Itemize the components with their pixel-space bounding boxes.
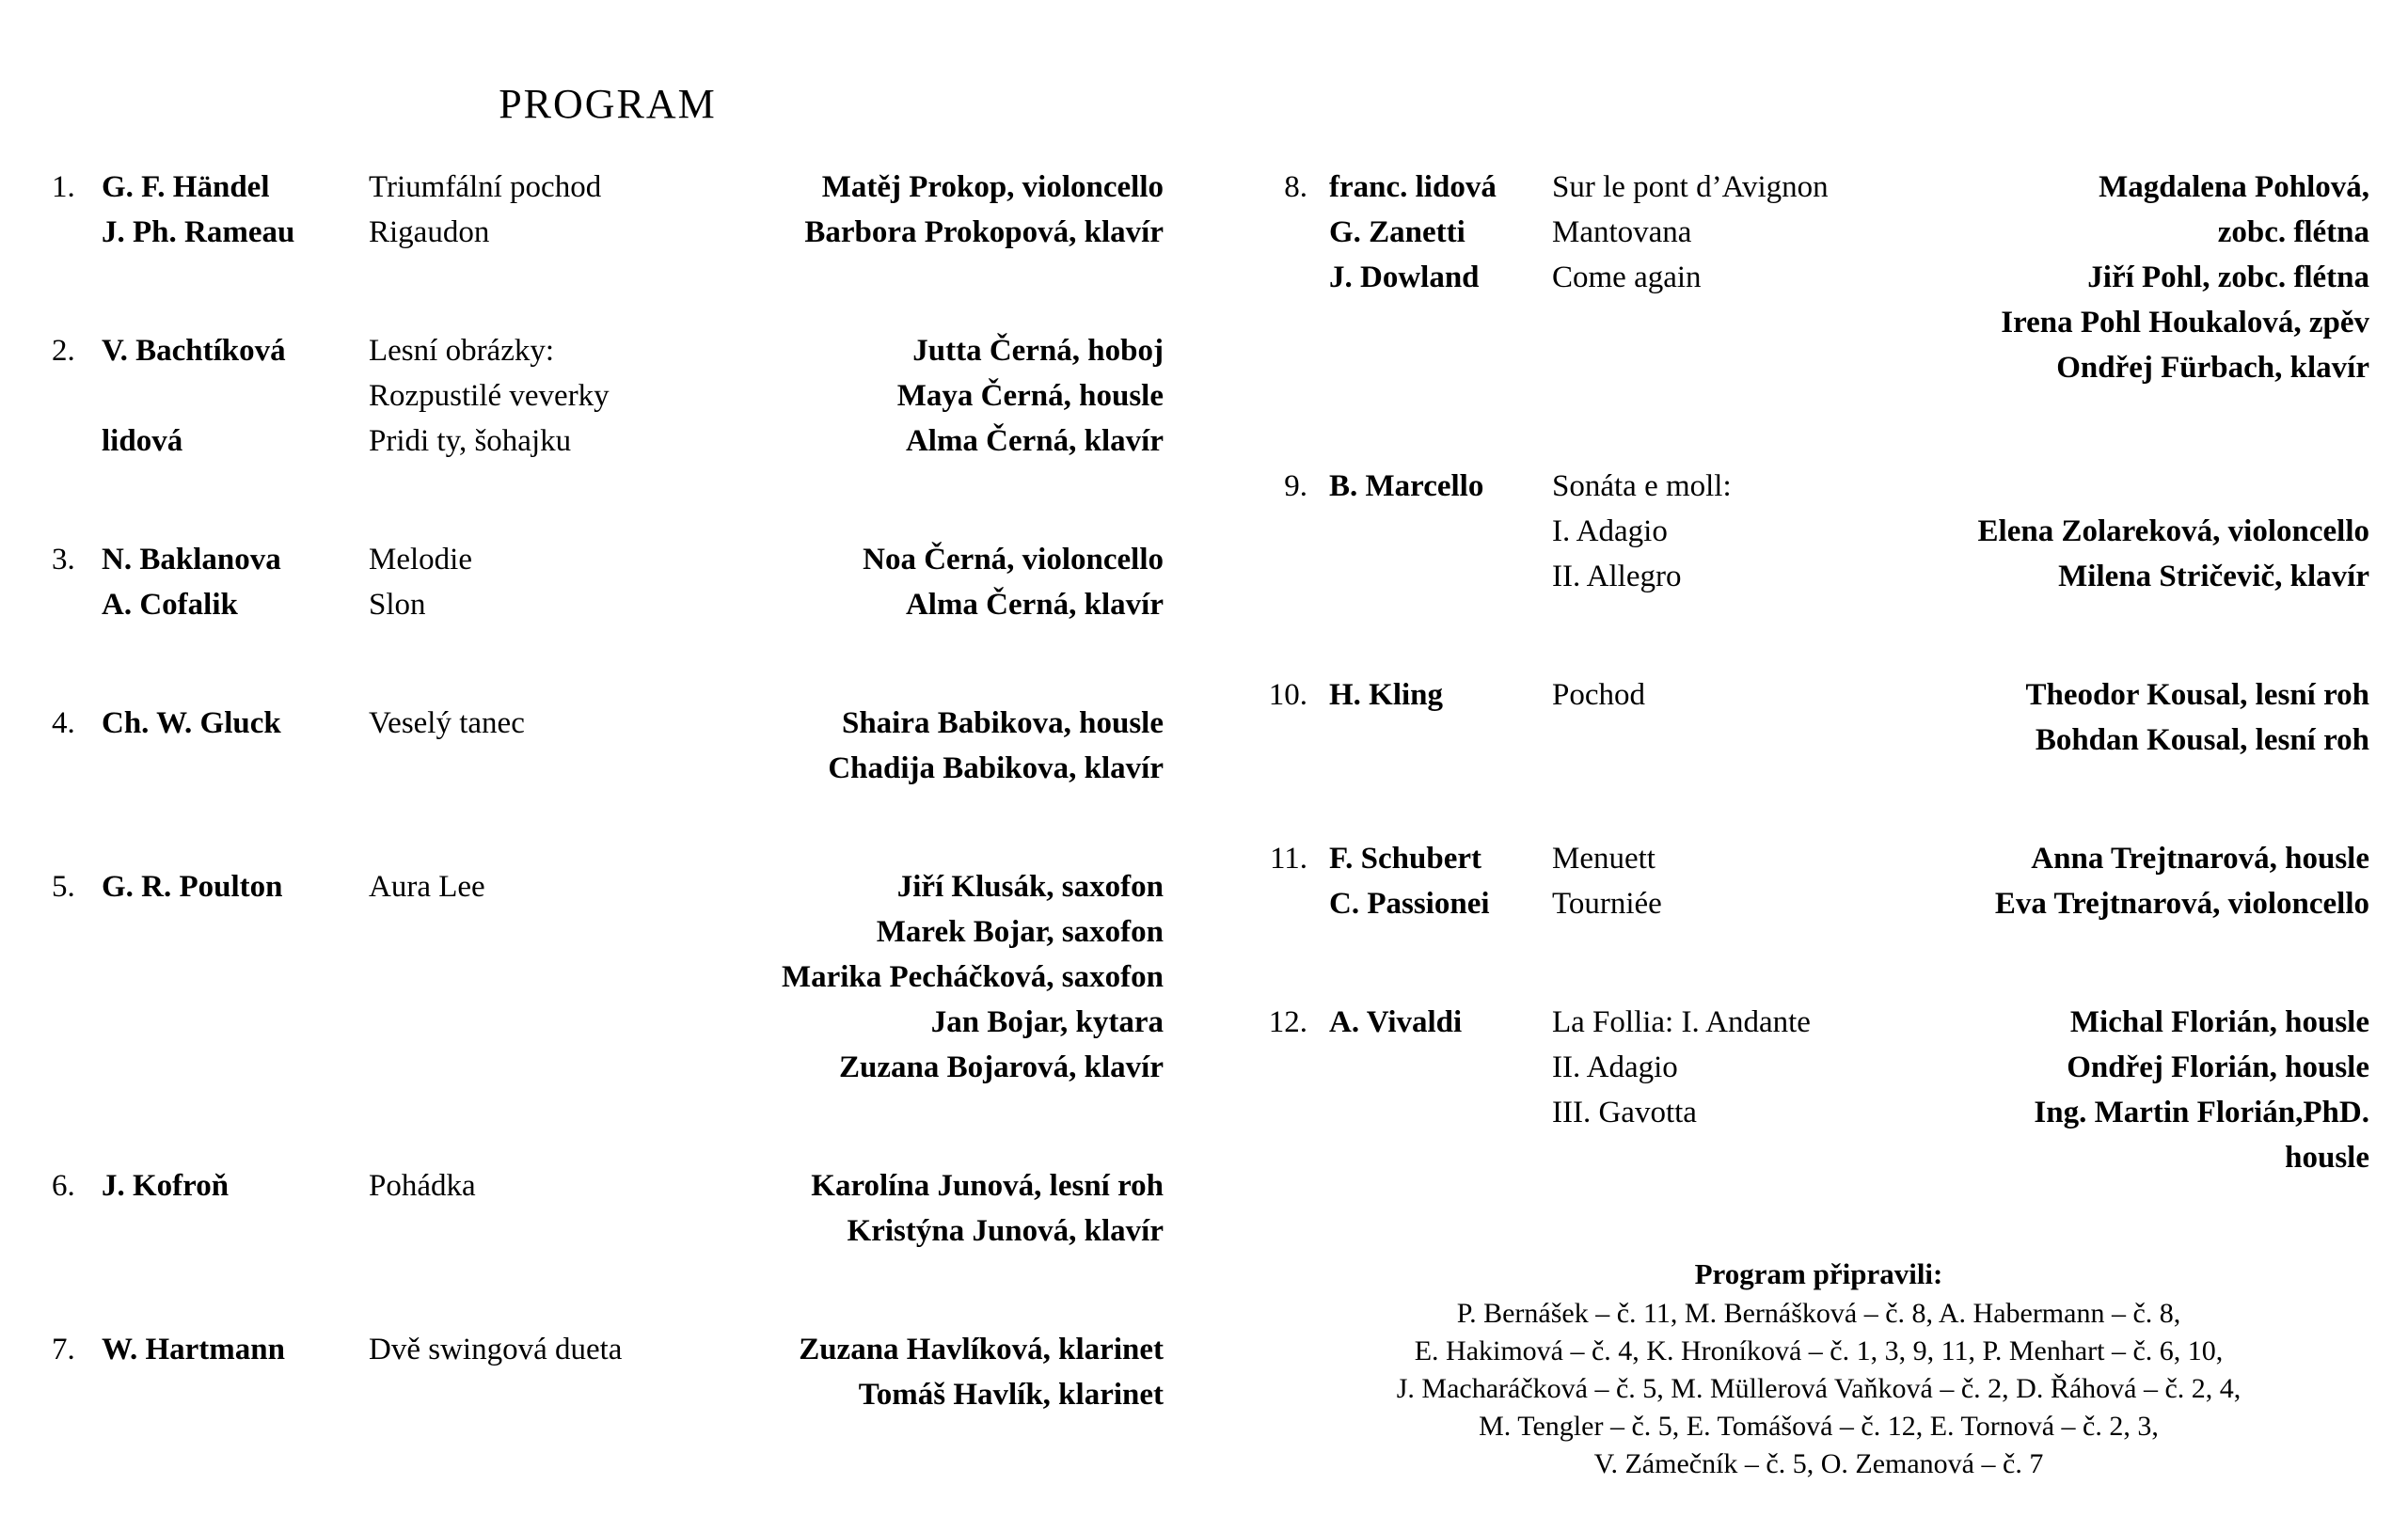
item-performer: Alma Černá, klavír — [905, 424, 1164, 458]
item-row — [1268, 718, 2369, 763]
item-number — [1268, 300, 1329, 345]
item-row — [1268, 464, 2369, 509]
item-piece: Tourniée — [1552, 887, 1662, 921]
item-piece: Mantovana — [1552, 215, 1692, 249]
item-piece — [369, 746, 698, 791]
item-composer: H. Kling — [1329, 678, 1444, 712]
item-piece: Aura Lee — [369, 870, 485, 904]
item-performer: Bohdan Kousal, lesní roh — [2035, 723, 2369, 757]
item-composer: J. Dowland — [1329, 261, 1480, 294]
item-piece — [1552, 1135, 1872, 1180]
item-composer: W. Hartmann — [102, 1333, 285, 1366]
item-row — [52, 165, 1164, 210]
item-number — [52, 582, 102, 627]
item-row — [52, 1208, 1164, 1254]
item-row — [1268, 836, 2369, 881]
credits-line: E. Hakimová – č. 4, K. Hroníková – č. 1, 3, 9, 11, P. Menhart – č. 6, 10, — [1414, 1335, 2224, 1366]
item-performer: Michal Florián, housle — [2069, 1005, 2369, 1039]
item-number — [52, 1045, 102, 1090]
program-item — [52, 537, 1164, 627]
item-piece: Rigaudon — [369, 215, 490, 249]
item-performer: Milena Stričevič, klavír — [2058, 560, 2369, 593]
item-piece: Come again — [1552, 261, 1702, 294]
item-row — [52, 909, 1164, 955]
item-number: 10. — [1268, 678, 1307, 712]
credits-heading: Program připravili: — [1694, 1257, 1943, 1290]
item-row — [52, 1045, 1164, 1090]
program-item — [1268, 836, 2369, 926]
item-row — [52, 864, 1164, 909]
item-row — [1268, 165, 2369, 210]
item-number — [52, 1000, 102, 1045]
item-performer: Karolína Junová, lesní roh — [811, 1169, 1164, 1203]
item-number — [1268, 881, 1329, 926]
item-row — [52, 210, 1164, 255]
item-number — [1268, 718, 1329, 763]
item-row — [1268, 1045, 2369, 1090]
item-number — [52, 746, 102, 791]
item-number: 6. — [52, 1169, 75, 1203]
item-row — [1268, 300, 2369, 345]
item-piece: Rozpustilé veverky — [369, 379, 610, 413]
item-number — [1268, 1045, 1329, 1090]
item-number — [52, 418, 102, 464]
item-piece: Pridi ty, šohajku — [369, 424, 572, 458]
item-row — [52, 537, 1164, 582]
item-composer — [1329, 300, 1552, 345]
item-performer: Ondřej Florián, housle — [2067, 1050, 2369, 1084]
item-performer: Chadija Babikova, klavír — [828, 751, 1164, 785]
item-performer: Alma Černá, klavír — [905, 588, 1164, 622]
credits-line: V. Zámečník – č. 5, O. Zemanová – č. 7 — [1593, 1448, 2044, 1479]
item-composer — [102, 1045, 369, 1090]
program-item — [1268, 165, 2369, 390]
item-number: 1. — [52, 170, 75, 204]
item-performer: Marika Pecháčková, saxofon — [781, 960, 1164, 994]
item-row — [52, 1000, 1164, 1045]
item-number: 9. — [1284, 469, 1307, 503]
item-row — [52, 373, 1164, 418]
item-performer: Elena Zolareková, violoncello — [1977, 514, 2369, 548]
item-row — [1268, 255, 2369, 300]
item-composer — [1329, 509, 1552, 554]
item-piece: Triumfální pochod — [369, 170, 602, 204]
item-composer: C. Passionei — [1329, 887, 1490, 921]
item-performer: Kristýna Junová, klavír — [847, 1214, 1164, 1248]
item-number — [52, 373, 102, 418]
item-number: 3. — [52, 543, 75, 576]
item-number — [1268, 345, 1329, 390]
program-column-right — [1268, 165, 2369, 1483]
item-row — [1268, 881, 2369, 926]
item-composer — [1329, 1135, 1552, 1180]
item-piece: Pohádka — [369, 1169, 476, 1203]
item-number — [1268, 554, 1329, 599]
item-composer: J. Kofroň — [102, 1169, 230, 1203]
item-performer: Eva Trejtnarová, violoncello — [1994, 887, 2369, 921]
item-performer: Maya Černá, housle — [896, 379, 1164, 413]
item-performer: Jiří Klusák, saxofon — [896, 870, 1164, 904]
item-piece: Pochod — [1552, 678, 1645, 712]
item-performer: Shaira Babikova, housle — [841, 706, 1164, 740]
item-row — [52, 746, 1164, 791]
item-number — [1268, 210, 1329, 255]
item-row — [1268, 345, 2369, 390]
item-performer: Jiří Pohl, zobc. flétna — [2087, 261, 2369, 294]
program-column-left — [52, 165, 1164, 1417]
item-number — [1268, 1090, 1329, 1135]
credits — [1268, 1254, 2369, 1483]
item-piece: III. Gavotta — [1552, 1096, 1697, 1129]
item-composer — [102, 909, 369, 955]
item-performer: Zuzana Bojarová, klavír — [838, 1050, 1164, 1084]
item-number — [1268, 255, 1329, 300]
item-piece — [1552, 300, 1872, 345]
item-number — [52, 955, 102, 1000]
item-composer — [102, 955, 369, 1000]
item-composer: V. Bachtíková — [102, 334, 286, 368]
item-piece — [1552, 718, 1872, 763]
program-item — [52, 328, 1164, 464]
item-composer: G. F. Händel — [102, 170, 270, 204]
program-item — [52, 165, 1164, 255]
item-number — [52, 1372, 102, 1417]
item-composer — [1329, 345, 1552, 390]
item-composer: F. Schubert — [1329, 842, 1481, 876]
item-composer: lidová — [102, 424, 183, 458]
program-item — [52, 1327, 1164, 1417]
item-row — [52, 955, 1164, 1000]
item-row — [1268, 1090, 2369, 1135]
credits-line: P. Bernášek – č. 11, M. Bernášková – č. 8, A. Habermann – č. 8, — [1456, 1298, 2181, 1329]
credits-line: J. Macharáčková – č. 5, M. Müllerová Vaňková – č. 2, D. Řáhová – č. 2, 4, — [1396, 1373, 2242, 1404]
item-piece — [369, 1000, 698, 1045]
item-piece: Sur le pont d’Avignon — [1552, 170, 1829, 204]
item-piece: II. Allegro — [1552, 560, 1682, 593]
item-row — [52, 1372, 1164, 1417]
item-row — [1268, 210, 2369, 255]
item-row — [1268, 509, 2369, 554]
item-number: 11. — [1269, 842, 1307, 876]
program-item — [52, 1163, 1164, 1254]
item-performer: zobc. flétna — [2217, 215, 2369, 249]
item-row — [52, 701, 1164, 746]
item-performer: Zuzana Havlíková, klarinet — [799, 1333, 1164, 1366]
item-piece — [1552, 345, 1872, 390]
item-number: 8. — [1284, 170, 1307, 204]
program-item — [1268, 1000, 2369, 1180]
item-row — [52, 1327, 1164, 1372]
item-composer: A. Cofalik — [102, 588, 238, 622]
item-performer: Matěj Prokop, violoncello — [821, 170, 1164, 204]
item-piece — [369, 1045, 698, 1090]
item-composer: J. Ph. Rameau — [102, 215, 295, 249]
item-piece: Slon — [369, 588, 426, 622]
item-composer — [102, 1000, 369, 1045]
item-row — [52, 582, 1164, 627]
item-composer: G. Zanetti — [1329, 215, 1465, 249]
item-row — [1268, 672, 2369, 718]
item-piece — [369, 1208, 698, 1254]
item-piece: Veselý tanec — [369, 706, 525, 740]
item-piece — [369, 1372, 698, 1417]
item-performer: Jan Bojar, kytara — [930, 1005, 1164, 1039]
item-performer: Ing. Martin Florián,PhD. — [2034, 1096, 2369, 1129]
item-number — [52, 909, 102, 955]
program-item — [52, 864, 1164, 1090]
item-number — [52, 1208, 102, 1254]
item-composer: G. R. Poulton — [102, 870, 283, 904]
page-title: PROGRAM — [499, 81, 717, 128]
program-item — [52, 701, 1164, 791]
item-composer: N. Baklanova — [102, 543, 281, 576]
item-performer: Tomáš Havlík, klarinet — [858, 1378, 1164, 1412]
item-row — [52, 328, 1164, 373]
program-item — [1268, 672, 2369, 763]
item-piece: Dvě swingová dueta — [369, 1333, 623, 1366]
item-row — [52, 1163, 1164, 1208]
item-performer: Noa Černá, violoncello — [863, 543, 1164, 576]
item-piece — [369, 909, 698, 955]
item-number: 7. — [52, 1333, 75, 1366]
item-composer — [102, 1372, 369, 1417]
item-piece: Sonáta e moll: — [1552, 469, 1732, 503]
item-row — [1268, 1135, 2369, 1180]
item-number — [1268, 509, 1329, 554]
item-composer — [102, 1208, 369, 1254]
item-row — [1268, 554, 2369, 599]
item-row — [52, 418, 1164, 464]
item-performer: Jutta Černá, hoboj — [912, 334, 1164, 368]
item-piece: Melodie — [369, 543, 472, 576]
item-number: 12. — [1268, 1005, 1307, 1039]
item-number: 2. — [52, 334, 75, 368]
item-row — [1268, 1000, 2369, 1045]
item-performer — [1872, 464, 2369, 509]
item-number: 5. — [52, 870, 75, 904]
item-composer: A. Vivaldi — [1329, 1005, 1463, 1039]
program-item — [1268, 464, 2369, 599]
item-piece: Menuett — [1552, 842, 1656, 876]
item-composer — [1329, 554, 1552, 599]
item-piece: II. Adagio — [1552, 1050, 1678, 1084]
item-composer — [1329, 718, 1552, 763]
item-composer — [102, 373, 369, 418]
item-composer: franc. lidová — [1329, 170, 1497, 204]
item-performer: Marek Bojar, saxofon — [876, 915, 1164, 949]
item-number: 4. — [52, 706, 75, 740]
item-performer: Ondřej Fürbach, klavír — [2056, 351, 2369, 385]
item-composer — [102, 746, 369, 791]
item-performer: Magdalena Pohlová, — [2099, 170, 2369, 204]
item-number — [1268, 1135, 1329, 1180]
item-performer: Theodor Kousal, lesní roh — [2025, 678, 2369, 712]
item-piece: Lesní obrázky: — [369, 334, 555, 368]
item-composer: Ch. W. Gluck — [102, 706, 281, 740]
item-piece — [369, 955, 698, 1000]
item-piece: La Follia: I. Andante — [1552, 1005, 1811, 1039]
item-performer: Irena Pohl Houkalová, zpěv — [2001, 306, 2369, 340]
item-composer — [1329, 1090, 1552, 1135]
credits-line: M. Tengler – č. 5, E. Tomášová – č. 12, E. Tornová – č. 2, 3, — [1479, 1411, 2159, 1442]
item-composer — [1329, 1045, 1552, 1090]
item-composer: B. Marcello — [1329, 469, 1484, 503]
item-performer: Barbora Prokopová, klavír — [804, 215, 1164, 249]
item-performer: housle — [2285, 1141, 2369, 1175]
item-number — [52, 210, 102, 255]
item-performer: Anna Trejtnarová, housle — [2031, 842, 2369, 876]
item-piece: I. Adagio — [1552, 514, 1668, 548]
